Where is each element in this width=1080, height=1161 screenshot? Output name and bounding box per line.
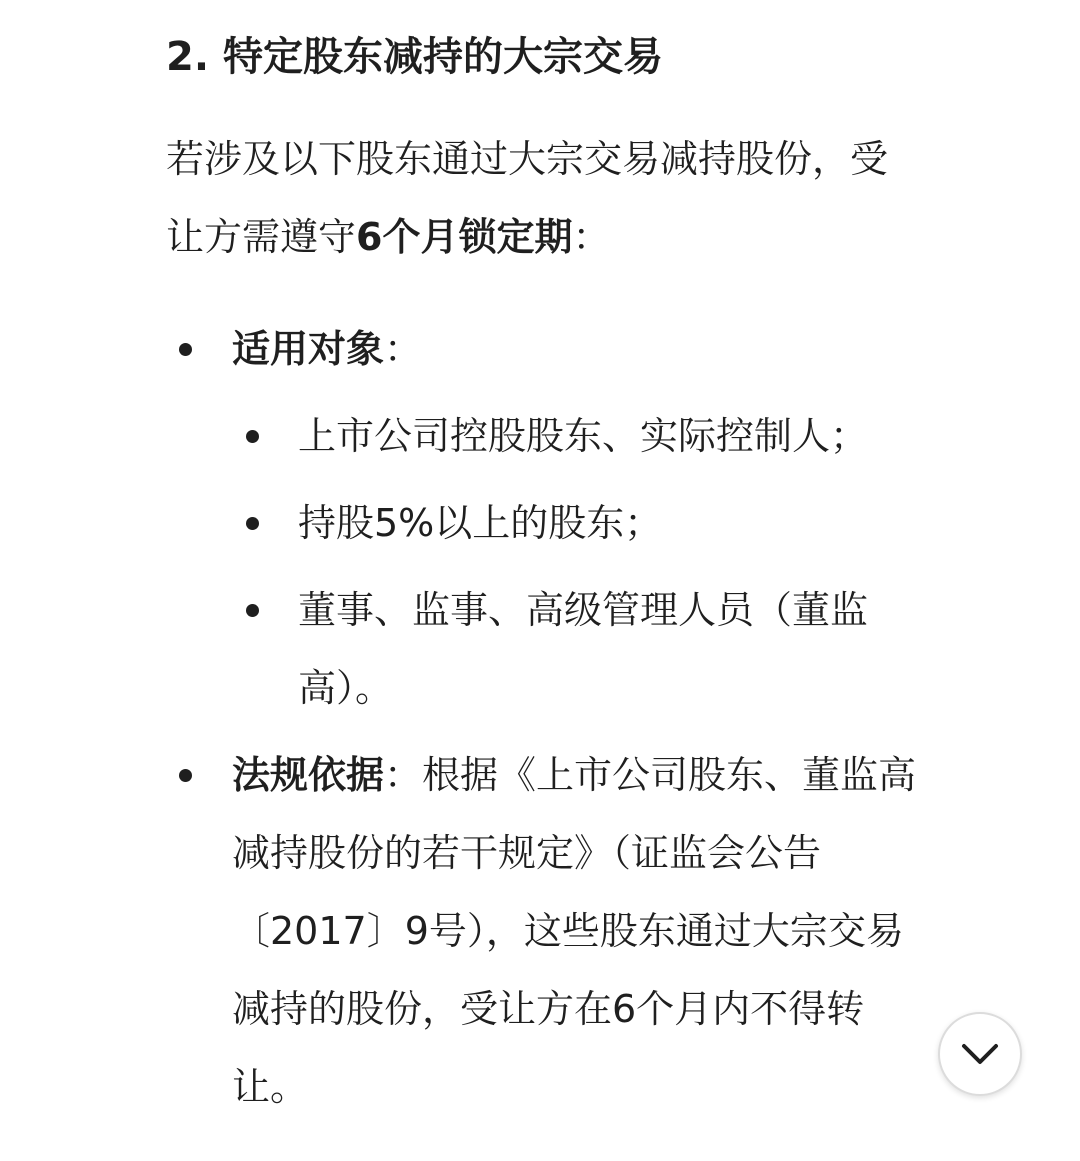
legal-label: 法规依据 bbox=[232, 753, 385, 797]
sub-item-text: 董事、监事、高级管理人员（董监 bbox=[298, 588, 869, 632]
intro-paragraph bbox=[166, 120, 1016, 276]
bullet-dot-sub-1 bbox=[246, 430, 259, 443]
applicable-colon: ： bbox=[384, 327, 423, 371]
section-heading: 2. 特定股东减持的大宗交易 bbox=[166, 34, 663, 80]
intro-line-1: 若涉及以下股东通过大宗交易减持股份，受 bbox=[166, 137, 889, 181]
legal-text-3: 〔2017〕9号），这些股东通过大宗交易 bbox=[232, 909, 904, 953]
sub-list-item-controlling-shareholder bbox=[298, 397, 868, 475]
bullet-dot-sub-3 bbox=[246, 604, 259, 617]
bullet-dot-legal bbox=[179, 769, 192, 782]
scroll-to-bottom-button[interactable] bbox=[938, 1012, 1022, 1096]
sub-item-text: 上市公司控股股东、实际控制人； bbox=[298, 414, 869, 458]
applicable-heading-item bbox=[232, 310, 422, 388]
bullet-dot-sub-2 bbox=[246, 517, 259, 530]
legal-text-1: ：根据《上市公司股东、董监高 bbox=[384, 753, 917, 797]
sub-item-text: 持股5%以上的股东； bbox=[298, 501, 663, 545]
sub-item-text-continued: 高）。 bbox=[298, 666, 394, 710]
bullet-dot-applicable bbox=[179, 343, 192, 356]
applicable-label: 适用对象 bbox=[232, 327, 385, 371]
sub-list-item-five-percent bbox=[298, 484, 662, 562]
legal-text-4: 减持的股份，受让方在6个月内不得转 bbox=[232, 987, 865, 1031]
lock-period-emphasis: 6个月锁定期 bbox=[356, 215, 573, 259]
legal-text-2: 减持股份的若干规定》（证监会公告 bbox=[232, 831, 822, 875]
sub-list-item-executives bbox=[298, 571, 868, 727]
legal-text-5: 让。 bbox=[232, 1065, 309, 1109]
intro-line-2 bbox=[166, 198, 1016, 276]
intro-prefix: 让方需遵守 bbox=[166, 215, 357, 259]
chevron-down-icon bbox=[960, 1042, 1000, 1066]
legal-basis-item bbox=[232, 736, 916, 1126]
intro-suffix: ： bbox=[572, 215, 611, 259]
